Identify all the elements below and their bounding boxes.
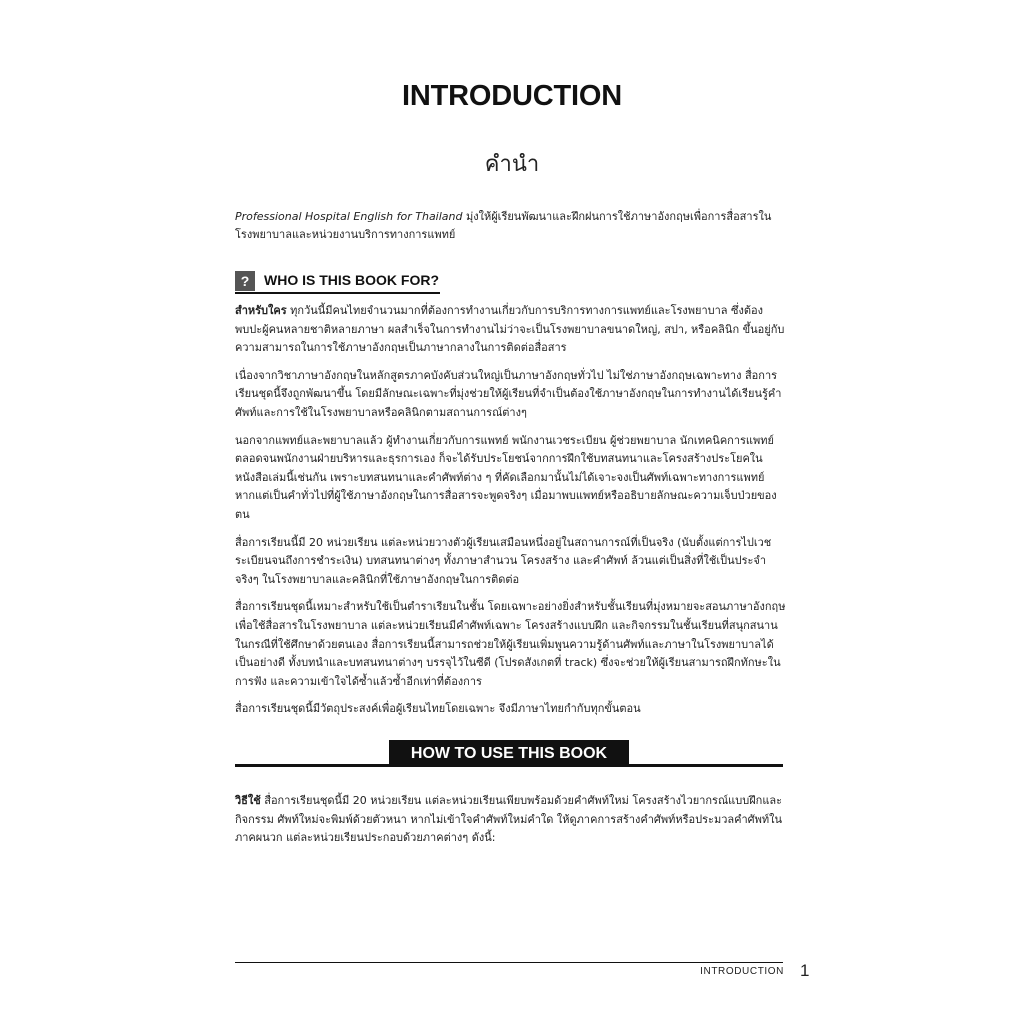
footer-rule — [235, 962, 783, 963]
paragraph — [235, 302, 787, 358]
section-heading-who — [235, 270, 440, 294]
paragraph: สื่อการเรียนชุดนี้มีวัตถุประสงค์เพื่อผู้เรียนไทยโดยเฉพาะ จึงมีภาษาไทยกำกับทุกขั้นตอน — [235, 702, 641, 716]
section-heading-label: HOW TO USE THIS BOOK — [389, 740, 629, 767]
paragraph: เนื่องจากวิชาภาษาอังกฤษในหลักสูตรภาคบังคับส่วนใหญ่เป็นภาษาอังกฤษทั่วไป ไม่ใช่ภาษาอังกฤษเฉพาะทาง สื่อการเรียนชุดนี้จึงถูกพัฒนาขึ้น โดยมีลักษณะเฉพาะที่มุ่งช่วยให้ผู้เรียนที่จำเป็นต้องใช้ภาษาอังกฤษในการทำงานได้เรียนรู้คำศัพท์และการใช้ในโรงพยาบาลหรือคลินิกตามสถานการณ์ต่างๆ — [235, 368, 782, 419]
page-title: INTRODUCTION — [402, 80, 622, 112]
page-subtitle: คำนำ — [484, 152, 540, 177]
section-heading-how — [235, 740, 783, 768]
intro-text: มุ่งให้ผู้เรียนพัฒนาและฝึกฝนการใช้ภาษาอังกฤษเพื่อการสื่อสารในโรงพยาบาลและหน่วยงานบริการทางการแพทย์ — [235, 210, 772, 241]
section-body-how — [235, 792, 787, 848]
section-heading-label: WHO IS THIS BOOK FOR? — [264, 272, 439, 288]
page-number: 1 — [800, 961, 810, 980]
question-mark-icon: ? — [235, 271, 255, 291]
lead-term: วิธีใช้ — [235, 794, 261, 807]
paragraph: สื่อการเรียนนี้มี 20 หน่วยเรียน แต่ละหน่วยวางตัวผู้เรียนเสมือนหนึ่งอยู่ในสถานการณ์ที่เป็นจริง (นับตั้งแต่การไปเวชระเบียนจนถึงการชำระเงิน) บทสนทนาต่างๆ ทั้งภาษาสำนวน โครงสร้าง และคำศัพท์ ล้วนแต่เป็นสิ่งที่ใช้เป็นประจำจริงๆ ในโรงพยาบาลและคลินิกที่ใช้ภาษาอังกฤษในการติดต่อ — [235, 535, 772, 586]
paragraph-text: ทุกวันนี้มีคนไทยจำนวนมากที่ต้องการทำงานเกี่ยวกับการบริการทางการแพทย์และโรงพยาบาล ซึ่งต้องพบปะผู้คนหลายชาติหลายภาษา ผลสำเร็จในการทำงานไม่ว่าจะเป็นโรงพยาบาลขนาดใหญ่, สปา, หรือคลินิก ขึ้นอยู่กับความสามารถในการใช้ภาษาอังกฤษเป็นภาษากลางในการติดต่อสื่อสาร — [235, 304, 785, 355]
paragraph: นอกจากแพทย์และพยาบาลแล้ว ผู้ทำงานเกี่ยวกับการแพทย์ พนักงานเวชระเบียน ผู้ช่วยพยาบาล นักเทคนิคการแพทย์ ตลอดจนพนักงานฝ่ายบริหารและธุรการเอง ก็จะได้รับประโยชน์จากการฝึกใช้บทสนทนาและโครงสร้างประโยคในหนังสือเล่มนี้เช่นกัน เพราะบทสนทนาและคำศัพท์ต่าง ๆ ที่คัดเลือกมานั้นไม่ได้เจาะจงเป็นศัพท์เฉพาะทางการแพทย์ หากแต่เป็นคำทั่วไปที่ผู้ใช้ภาษาอังกฤษในการสื่อสารจะพูดจริงๆ เมื่อมาพบแพทย์หรืออธิบายลักษณะความเจ็บป่วยของตน — [235, 433, 777, 521]
book-title: Professional Hospital English for Thailand — [235, 210, 463, 223]
paragraph — [235, 792, 787, 848]
intro-paragraph — [235, 208, 787, 244]
paragraph: สื่อการเรียนชุดนี้เหมาะสำหรับใช้เป็นตำราเรียนในชั้น โดยเฉพาะอย่างยิ่งสำหรับชั้นเรียนที่มุ่งหมายจะสอนภาษาอังกฤษเพื่อใช้สื่อสารในโรงพยาบาล แต่ละหน่วยเรียนมีคำศัพท์เฉพาะ โครงสร้างแบบฝึก และกิจกรรมในชั้นเรียนที่สนุกสนาน ในกรณีที่ใช้ศึกษาด้วยตนเอง สื่อการเรียนนี้สามารถช่วยให้ผู้เรียนเพิ่มพูนความรู้ด้านศัพท์และภาษาในโรงพยาบาลได้เป็นอย่างดี ทั้งบทนำและบทสนทนาต่างๆ บรรจุไว้ในซีดี (โปรดสังเกตที่ track) ซึ่งจะช่วยให้ผู้เรียนสามารถฝึกทักษะในการฟัง และความเข้าใจได้ซ้ำแล้วซ้ำอีกเท่าที่ต้องการ — [235, 600, 786, 688]
lead-term: สำหรับใคร — [235, 304, 287, 317]
section-body-who — [235, 302, 787, 728]
running-footer: INTRODUCTION — [700, 966, 784, 977]
paragraph-text: สื่อการเรียนชุดนี้มี 20 หน่วยเรียน แต่ละหน่วยเรียนเพียบพร้อมด้วยคำศัพท์ใหม่ โครงสร้างไวยากรณ์แบบฝึกและกิจกรรม ศัพท์ใหม่จะพิมพ์ด้วยตัวหนา หากไม่เข้าใจคำศัพท์ใหม่คำใด ให้ดูภาคการสร้างคำศัพท์หรือประมวลคำศัพท์ในภาคผนวก แต่ละหน่วยเรียนประกอบด้วยภาคต่างๆ ดังนี้: — [235, 794, 783, 845]
